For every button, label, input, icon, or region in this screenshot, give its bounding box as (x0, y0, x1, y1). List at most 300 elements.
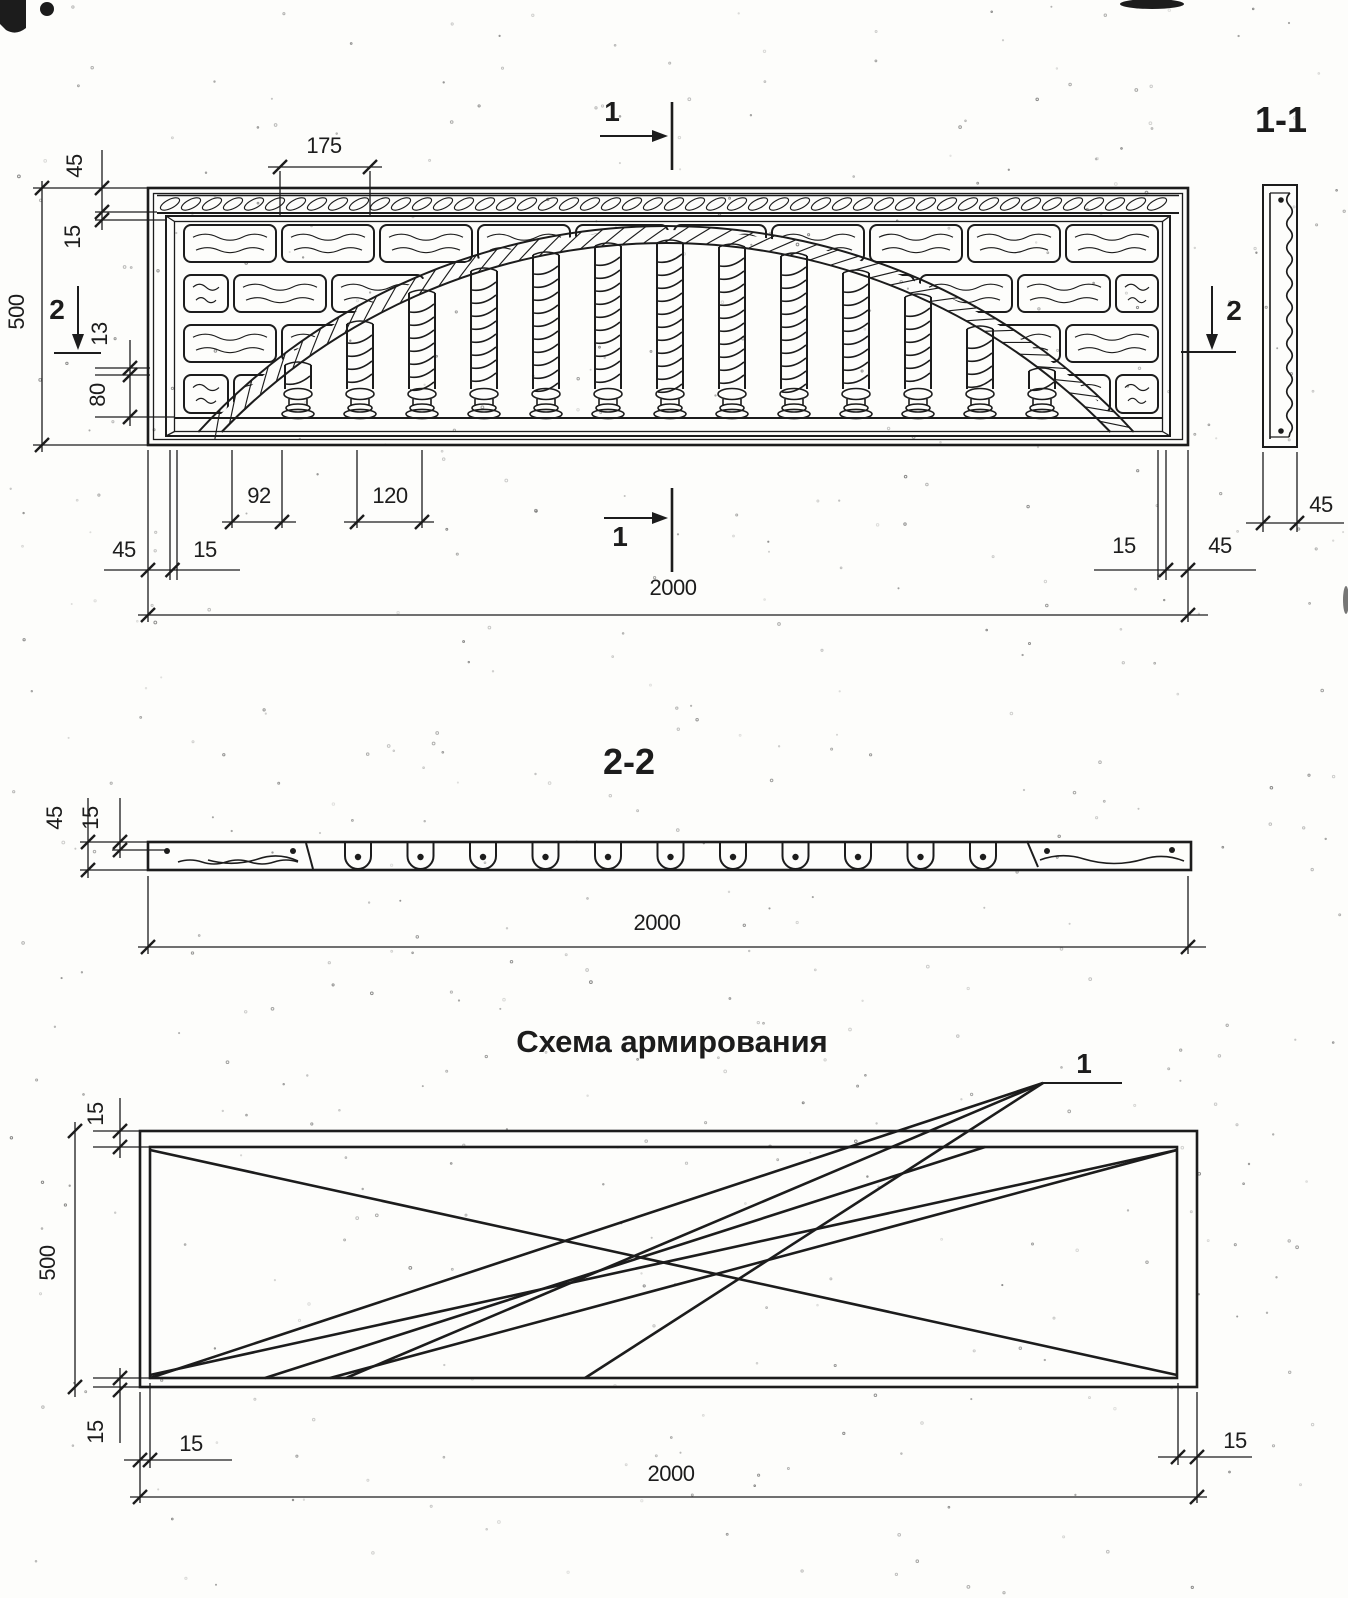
scan-speck (1298, 528, 1300, 530)
scan-speck (840, 567, 842, 569)
scan-speck (140, 716, 142, 718)
baluster-twist (720, 375, 744, 383)
brick (380, 325, 472, 362)
rope-link (999, 195, 1022, 212)
baluster-twist (782, 371, 806, 379)
scan-speck (1254, 247, 1256, 249)
scan-speck (350, 340, 351, 341)
scan-speck (1028, 642, 1030, 644)
scan-speck (864, 328, 866, 330)
scan-speck (1343, 532, 1344, 533)
scan-speck (1265, 306, 1267, 308)
rebar-leader (346, 1083, 1043, 1378)
relief-dot (1169, 847, 1175, 853)
scan-speck (535, 773, 536, 774)
scan-speck (1069, 83, 1071, 85)
scan-speck (468, 661, 469, 662)
scan-speck (763, 50, 765, 52)
rope-link (558, 195, 581, 212)
scan-speck (1315, 548, 1317, 550)
baluster-cut-dot (542, 854, 548, 860)
scan-speck (214, 350, 216, 352)
scan-speck (898, 588, 899, 589)
scan-speck (1343, 210, 1345, 212)
scan-speck (506, 1129, 507, 1130)
scan-speck (1288, 439, 1290, 441)
scan-speck (486, 1529, 488, 1531)
rope-link (159, 195, 182, 212)
baluster-twist (534, 331, 558, 339)
scan-speck (412, 952, 414, 954)
brick-relief (291, 334, 365, 340)
scan-speck (898, 1533, 901, 1536)
baluster-twist (472, 282, 496, 290)
baluster-twist (906, 308, 930, 316)
baluster-twist (534, 305, 558, 313)
brick (528, 375, 620, 413)
scan-speck (1061, 1067, 1063, 1069)
scan-speck (895, 1573, 897, 1575)
baluster-twist (968, 366, 992, 374)
scan-speck (653, 1325, 655, 1327)
scan-speck (212, 817, 213, 818)
brick-relief (1128, 398, 1146, 403)
scan-speck (1093, 282, 1095, 284)
rope-link (474, 195, 497, 212)
scan-speck (941, 1238, 943, 1240)
dim-500-reinf: 500 (35, 1245, 60, 1281)
scan-speck (214, 81, 215, 82)
scan-speck (1075, 1494, 1076, 1495)
scan-speck (688, 98, 691, 101)
baluster-twist (782, 293, 806, 301)
brick-relief (193, 284, 219, 290)
front-dimensions (4, 133, 1256, 622)
baluster-twist (534, 370, 558, 378)
scan-speck (595, 107, 597, 109)
brick (870, 325, 962, 362)
brick-relief (291, 234, 365, 240)
baluster-twist (658, 332, 682, 340)
scan-speck (839, 500, 840, 501)
baluster-twist (472, 360, 496, 368)
scan-speck (198, 935, 200, 937)
scan-speck (1238, 35, 1239, 36)
scan-speck (1114, 1408, 1116, 1410)
scan-speck (577, 409, 579, 411)
section-1-1-outline (1263, 185, 1297, 447)
baluster-twist (844, 336, 868, 344)
scan-speck (1038, 308, 1040, 310)
arrow-down-icon (1206, 334, 1218, 350)
scan-speck (1057, 349, 1059, 351)
brick-relief (392, 248, 460, 253)
scan-speck (226, 1061, 229, 1064)
section-1-label: 1 (612, 521, 628, 552)
baluster-bulb (780, 389, 808, 400)
rope-link (873, 195, 896, 212)
scan-speck (590, 369, 591, 370)
scan-speck (356, 300, 358, 302)
scan-speck (758, 1474, 760, 1476)
rope-link (957, 195, 980, 212)
scan-speck (161, 1379, 163, 1381)
scan-speck (171, 387, 173, 389)
scan-speck (451, 23, 453, 25)
baluster-bulb (470, 389, 498, 400)
scan-speck (1276, 1277, 1277, 1278)
scan-speck (344, 1239, 346, 1241)
baluster-bulb (718, 389, 746, 400)
scan-speck (191, 952, 193, 954)
scan-speck (1164, 599, 1165, 600)
rope-link (201, 195, 224, 212)
scan-speck (1134, 1104, 1136, 1106)
scan-speck (283, 1083, 284, 1084)
scan-speck (916, 1560, 919, 1563)
rope-link (978, 195, 1001, 212)
baluster-twist (472, 308, 496, 316)
baluster-cut-dot (480, 854, 486, 860)
baluster-twist (410, 369, 434, 377)
dim-175: 175 (306, 133, 342, 158)
scan-speck (986, 629, 988, 631)
scan-speck (254, 1398, 256, 1400)
brick-relief (243, 284, 317, 290)
scan-speck (98, 494, 100, 496)
scan-speck (444, 1364, 445, 1365)
scan-speck (991, 11, 993, 13)
scan-speck (274, 124, 277, 127)
brick-relief (1125, 284, 1149, 290)
scan-speck (339, 1109, 341, 1111)
scan-speck (1269, 823, 1272, 826)
scan-speck (677, 829, 680, 832)
scan-speck (35, 1561, 37, 1563)
scan-speck (729, 998, 731, 1000)
scan-speck (492, 671, 493, 672)
scan-speck (1325, 838, 1326, 839)
scan-speck (94, 600, 96, 602)
rope-link (516, 195, 539, 212)
dim-45-section22: 45 (42, 806, 67, 830)
brick-relief (196, 298, 216, 303)
brick (234, 275, 326, 312)
scan-speck (72, 1445, 74, 1447)
section-marker-2-right (1181, 286, 1242, 352)
scan-speck (155, 531, 157, 533)
scan-speck (154, 621, 157, 624)
scan-speck (1295, 1039, 1296, 1040)
scan-speck (443, 82, 444, 83)
brick (1116, 375, 1158, 413)
scan-speck (690, 705, 691, 706)
scan-speck (85, 1391, 87, 1393)
scan-speck (257, 127, 259, 129)
scan-speck (590, 981, 593, 984)
scan-speck (457, 782, 458, 783)
baluster-twist (596, 322, 620, 330)
scan-speck (1311, 868, 1313, 870)
brick (478, 325, 570, 362)
scan-speck (904, 475, 907, 478)
scan-speck (257, 202, 259, 204)
scan-speck (319, 832, 320, 833)
baluster-twist (596, 296, 620, 304)
brick (184, 325, 276, 362)
rope-link (789, 195, 812, 212)
scan-speck (787, 1468, 789, 1470)
scan-speck (567, 1571, 569, 1573)
rope-link (705, 195, 728, 212)
scan-speck (305, 402, 307, 404)
scan-speck (643, 1285, 645, 1287)
scan-speck (754, 1485, 756, 1487)
arch-rope-cell (890, 279, 920, 285)
scan-speck (41, 1181, 43, 1183)
scan-speck (10, 1137, 12, 1139)
baluster-twist (472, 373, 496, 381)
scan-speck (1332, 1042, 1334, 1044)
baluster-twist (596, 309, 620, 317)
scan-speck (1272, 1445, 1274, 1447)
scan-speck (351, 819, 353, 821)
baluster-twist (720, 271, 744, 279)
scan-speck (1321, 689, 1324, 692)
scan-speck (157, 270, 159, 272)
scan-speck (72, 6, 74, 8)
dim-15-botright: 15 (1112, 533, 1136, 558)
baluster-bulb (656, 389, 684, 400)
scan-speck (368, 902, 369, 903)
dim-92: 92 (247, 483, 271, 508)
scan-speck (733, 535, 735, 537)
baluster-twist (720, 310, 744, 318)
scan-speck (745, 1203, 747, 1205)
baluster-twist (782, 306, 806, 314)
scan-speck (441, 450, 443, 452)
scan-speck (308, 1303, 310, 1305)
scan-speck (577, 377, 579, 379)
scan-speck (137, 620, 139, 622)
scan-speck (853, 176, 855, 178)
scan-speck (874, 1394, 877, 1397)
scan-speck (39, 1293, 41, 1295)
scan-speck (650, 684, 652, 686)
rope-link (264, 195, 287, 212)
rope-link (747, 195, 770, 212)
scan-speck (393, 750, 395, 752)
scan-speck (506, 928, 507, 929)
rope-link (411, 195, 434, 212)
scan-speck (677, 534, 678, 535)
scan-speck (1237, 1316, 1238, 1317)
scan-speck (1060, 948, 1063, 951)
baluster-twist (658, 280, 682, 288)
scan-speck (328, 962, 330, 964)
baluster-twist (534, 279, 558, 287)
baluster-twist (782, 345, 806, 353)
scan-speck (651, 1237, 652, 1238)
scan-speck (317, 474, 318, 475)
brick-relief (977, 234, 1051, 240)
brick-relief (1075, 234, 1149, 240)
scan-speck (1089, 1397, 1091, 1399)
scan-speck (1216, 438, 1217, 439)
scan-speck (283, 13, 285, 15)
scan-speck (416, 936, 418, 938)
scan-speck (265, 713, 266, 714)
brick (870, 225, 962, 262)
scan-speck (724, 1070, 727, 1073)
relief-dot (164, 848, 170, 854)
scan-blob (0, 0, 26, 33)
scan-speck (1293, 206, 1295, 208)
scan-speck (1069, 923, 1070, 924)
scan-speck (1137, 470, 1139, 472)
scan-speck (1339, 914, 1341, 916)
scan-speck (450, 1163, 452, 1165)
scan-speck (1229, 1471, 1231, 1473)
scan-speck (62, 841, 65, 844)
scan-speck (1332, 775, 1334, 777)
scan-speck (1103, 800, 1105, 802)
scan-speck (292, 1499, 293, 1500)
scan-speck (1089, 978, 1092, 981)
scan-speck (1073, 791, 1076, 794)
dim-15-cover-right: 15 (1223, 1428, 1247, 1453)
scan-speck (23, 512, 24, 513)
brick (184, 225, 276, 262)
scan-speck (1136, 306, 1138, 308)
scan-speck (802, 1102, 804, 1104)
scan-speck (1316, 224, 1318, 226)
rope-link (495, 195, 518, 212)
baluster-twist (410, 343, 434, 351)
scan-speck (1336, 189, 1338, 191)
brick (282, 225, 374, 262)
scan-speck (875, 60, 877, 62)
scan-speck (112, 421, 114, 423)
scan-speck (857, 1085, 859, 1087)
scan-speck (817, 500, 819, 502)
scan-speck (1122, 662, 1124, 664)
scan-speck (967, 987, 969, 989)
scan-speck (123, 266, 126, 269)
scan-speck (78, 85, 80, 87)
baluster-twist (658, 371, 682, 379)
scan-speck (505, 479, 508, 482)
baluster-bulb (284, 389, 312, 400)
brick (1066, 225, 1158, 262)
scan-speck (655, 1455, 657, 1457)
scan-speck (637, 810, 639, 812)
scan-speck (350, 43, 352, 45)
scan-speck (75, 848, 76, 849)
scan-speck (500, 1008, 501, 1009)
scan-speck (151, 604, 153, 606)
baluster-twist (844, 310, 868, 318)
scan-speck (1146, 1261, 1148, 1263)
brick-relief (1128, 298, 1146, 303)
scan-speck (1243, 1183, 1245, 1185)
baluster-twist (844, 362, 868, 370)
baluster-twist (720, 336, 744, 344)
scan-speck (1237, 531, 1239, 533)
baluster-twist (968, 340, 992, 348)
scan-speck (678, 136, 680, 138)
scan-speck (241, 1155, 242, 1156)
scan-speck (641, 1500, 643, 1502)
scan-speck (810, 1152, 811, 1153)
scan-speck (302, 257, 303, 258)
scan-speck (875, 31, 877, 33)
scan-speck (992, 556, 994, 558)
scan-speck (1036, 98, 1038, 100)
scan-speck (1150, 85, 1152, 87)
scan-speck (796, 921, 798, 923)
arch-rope-cell (748, 235, 775, 248)
scan-speck (876, 524, 878, 526)
scan-speck (808, 234, 810, 236)
scan-speck (246, 1114, 248, 1116)
arch-rope-cell (966, 319, 996, 321)
baluster-twist (596, 283, 620, 291)
scan-speck (984, 907, 985, 908)
scan-speck (463, 641, 465, 643)
scan-speck (769, 551, 770, 552)
scan-speck (743, 924, 745, 926)
scan-speck (18, 175, 21, 178)
scan-speck (973, 1350, 975, 1352)
scan-speck (214, 1348, 215, 1349)
baluster-twist (658, 319, 682, 327)
scan-speck (1296, 1246, 1299, 1249)
rebar-leader (150, 1083, 1043, 1378)
scan-speck (1002, 1285, 1003, 1286)
brick-relief (246, 298, 314, 303)
rope-link (1020, 195, 1043, 212)
scan-speck (824, 1059, 826, 1061)
scan-speck (796, 243, 799, 246)
baluster-twist (596, 361, 620, 369)
brick (1018, 275, 1110, 312)
scan-speck (498, 1521, 501, 1524)
scan-speck (777, 1159, 779, 1161)
scan-speck (409, 1267, 412, 1270)
scan-speck (274, 1279, 275, 1280)
scan-speck (696, 718, 698, 720)
scan-speck (1003, 1592, 1005, 1594)
scan-speck (208, 608, 211, 611)
scan-speck (1300, 1484, 1302, 1486)
brick-relief (834, 398, 902, 403)
section-2-2-relief (164, 841, 1184, 869)
scan-speck (1168, 1068, 1170, 1070)
scan-speck (959, 126, 962, 129)
baluster-twist (410, 304, 434, 312)
section-1-label: 1 (604, 96, 620, 127)
baluster-twist (596, 270, 620, 278)
scan-speck (145, 687, 146, 688)
scan-speck (41, 1228, 43, 1230)
scan-speck (1127, 1210, 1128, 1211)
scan-speck (680, 1452, 681, 1453)
baluster-twist (782, 319, 806, 327)
scan-speck (1168, 9, 1170, 11)
scan-speck (443, 1456, 445, 1458)
baluster-twist (410, 317, 434, 325)
